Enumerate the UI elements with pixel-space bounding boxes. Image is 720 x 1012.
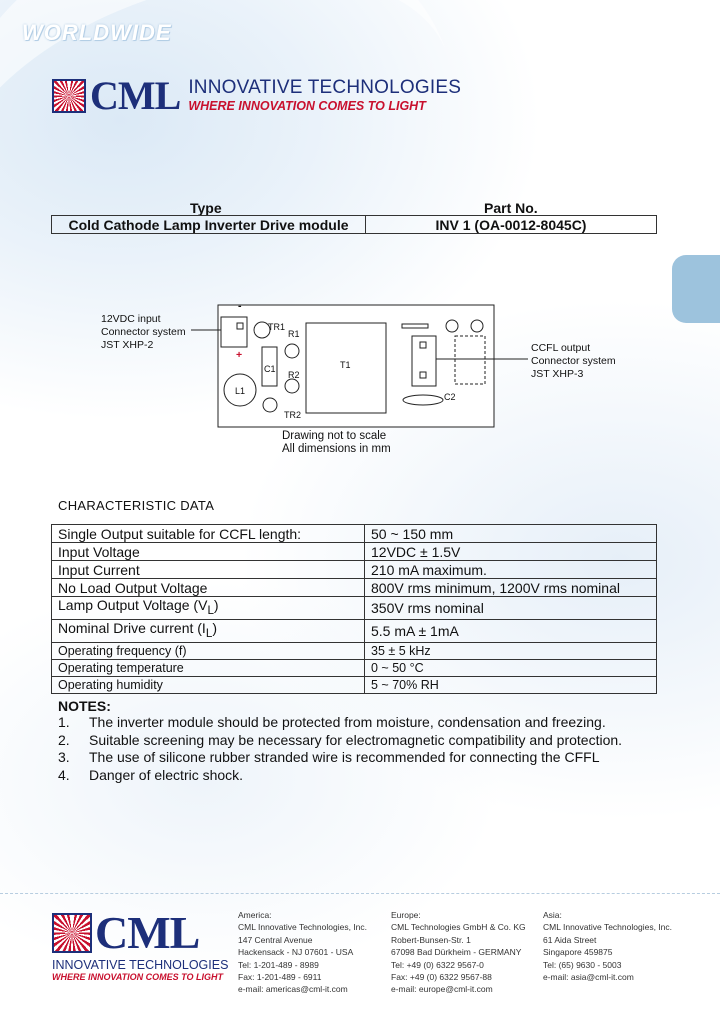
address-line: Tel: 1-201-489 - 8989 [238,959,319,970]
char-label: Operating humidity [52,676,365,693]
address-line: 67098 Bad Dürkheim - GERMANY [391,947,522,958]
address-line: Tel: (65) 9630 - 5003 [543,959,622,970]
input-label-1: 12VDC input [101,313,161,325]
char-value: 12VDC ± 1.5V [365,543,657,561]
input-connector [221,317,247,347]
list-item [58,732,678,750]
note-number: 2. [58,731,70,748]
list-item [58,767,678,785]
label-close: ) [213,597,219,613]
footer-tagline: WHERE INNOVATION COMES TO LIGHT [52,972,223,982]
c2-symbol [403,395,443,405]
r1-label: R1 [288,329,300,339]
address-line: CML Technologies GmbH & Co. KG [391,922,526,933]
tr2-label: TR2 [284,410,302,420]
char-value: 5.5 mA ± 1mA [365,619,657,642]
address-line: Fax: 1-201-489 - 6911 [238,972,322,983]
char-label: Operating temperature [52,659,365,676]
address-line: Robert-Bunsen-Str. 1 [391,934,471,945]
label-sub: L [205,626,213,640]
cap-b [471,320,483,332]
type-table [51,215,657,234]
starburst-icon [52,79,86,113]
address-america [238,909,367,996]
table-row [52,676,657,693]
c2-label: C2 [444,392,456,402]
table-row [52,579,657,597]
output-pin-1 [420,342,426,348]
char-value: 35 ± 5 kHz [365,642,657,659]
char-label: No Load Output Voltage [52,579,365,597]
brand-line-1: INNOVATIVE TECHNOLOGIES [188,77,462,98]
label-sub: L [207,603,214,617]
address-line: CML Innovative Technologies, Inc. [543,922,672,933]
type-header: Type [190,200,222,216]
table-row [52,543,657,561]
address-line: Fax: +49 (0) 6322 9567-88 [391,972,492,983]
characteristics-table [51,524,657,694]
note-number: 1. [58,714,70,730]
input-label-3: JST XHP-2 [101,339,154,351]
notes-list [58,714,678,784]
tr1-label: TR1 [268,322,286,332]
note-text: Danger of electric shock. [89,766,244,783]
address-line: CML Innovative Technologies, Inc. [238,922,367,933]
address-line: 147 Central Avenue [238,934,313,945]
email-link[interactable]: e-mail: asia@cml-it.com [543,972,634,983]
char-value: 0 ~ 50 °C [365,659,657,676]
cap-a [446,320,458,332]
tr2-symbol [263,398,277,412]
char-label: Single Output suitable for CCFL length: [52,525,365,543]
address-line: Tel: +49 (0) 6322 9567-0 [391,959,484,970]
char-label [52,619,365,642]
list-item [58,749,678,767]
email-link[interactable]: e-mail: americas@cml-it.com [238,984,348,995]
address-line: Singapore 459875 [543,947,613,958]
label-text: Nominal Drive current (I [58,619,206,636]
notes-title: NOTES: [58,698,111,714]
note-number: 4. [58,766,70,783]
plus-sign: + [236,349,243,361]
char-value: 5 ~ 70% RH [365,676,657,693]
note-text: The use of silicone rubber stranded wire is recommended for connecting the CFFL [89,749,600,765]
worldwide-watermark: WORLDWIDE [22,20,172,45]
note-text: Suitable screening may be necessary for electromagnetic compatibility and protection. [89,731,623,748]
type-row [52,216,657,234]
table-row [52,642,657,659]
minus-sign: - [238,300,242,312]
char-value: 210 mA maximum. [365,561,657,579]
char-label: Input Current [52,561,365,579]
footer-divider [0,893,720,894]
part-header: Part No. [484,200,538,216]
starburst-icon [52,913,92,953]
email-link[interactable]: e-mail: europe@cml-it.com [391,984,493,995]
note-text: The inverter module should be protected from moisture, condensation and freezing. [89,714,606,730]
type-value: Cold Cathode Lamp Inverter Drive module [52,216,366,234]
footer-brand-name: CML [95,907,200,958]
table-row [52,597,657,620]
dimension-note: All dimensions in mm [282,443,391,455]
r1-symbol [285,344,299,358]
char-value: 800V rms minimum, 1200V rms nominal [365,579,657,597]
note-number: 3. [58,749,70,765]
address-line: 61 Aida Street [543,934,597,945]
footer-brand-line-1: INNOVATIVE TECHNOLOGIES [52,958,229,972]
address-line: Hackensack - NJ 07601 - USA [238,947,354,958]
char-label: Operating frequency (f) [52,642,365,659]
char-label: Input Voltage [52,543,365,561]
char-value: 350V rms nominal [365,597,657,620]
c1-label: C1 [264,364,276,374]
output-label-2: Connector system [531,355,616,367]
r2-label: R2 [288,370,300,380]
table-row [52,619,657,642]
scale-note: Drawing not to scale [282,430,387,442]
l1-label: L1 [235,386,246,396]
list-item [58,714,678,732]
header-logo [52,73,462,118]
address-line: Asia: [543,910,562,920]
characteristics-title: CHARACTERISTIC DATA [58,498,215,513]
label-text: Lamp Output Voltage (V [58,597,208,613]
input-label-2: Connector system [101,326,186,338]
t1-label: T1 [340,360,351,370]
brand-tagline: WHERE INNOVATION COMES TO LIGHT [188,99,426,113]
drawing-note [282,430,391,456]
part-value: INV 1 (OA-0012-8045C) [366,216,657,234]
brand-name: CML [90,73,181,118]
char-value: 50 ~ 150 mm [365,525,657,543]
footer-logo [52,907,229,983]
char-label [52,597,365,620]
r2-symbol [285,379,299,393]
output-label-3: JST XHP-3 [531,368,584,380]
address-europe [391,909,526,996]
address-asia [543,909,672,983]
address-line: Europe: [391,910,421,920]
output-pin-2 [420,372,426,378]
table-row [52,659,657,676]
output-label-1: CCFL output [531,342,591,354]
small-component [402,324,428,328]
brand-text [188,78,461,114]
table-row [52,561,657,579]
address-line: America: [238,910,272,920]
label-close: ) [212,619,217,636]
footer-logo-mark [52,907,228,958]
table-row [52,525,657,543]
input-pin [237,323,243,329]
